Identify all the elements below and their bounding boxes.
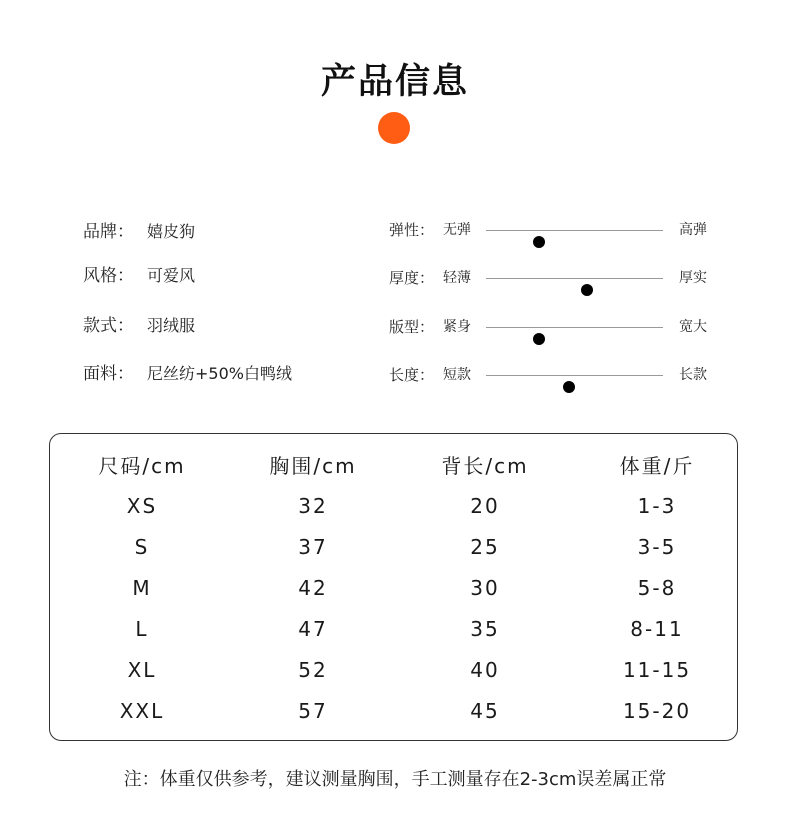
table-header-weight: 体重/斤 xyxy=(619,454,695,478)
slider-min-thickness: 轻薄 xyxy=(443,270,471,286)
table-cell-back-length: 35 xyxy=(470,617,500,641)
table-cell-weight: 15-20 xyxy=(622,699,692,723)
info-value-fabric: 尼丝纺+50%白鸭绒 xyxy=(147,364,292,383)
table-header-chest: 胸围/cm xyxy=(269,454,357,478)
slider-min-length: 短款 xyxy=(443,367,471,383)
slider-max-length: 长款 xyxy=(679,367,707,383)
slider-track-elasticity xyxy=(486,230,663,231)
table-cell-chest: 42 xyxy=(298,576,328,600)
table-header-back-length: 背长/cm xyxy=(441,454,529,478)
slider-row-length xyxy=(389,363,719,387)
slider-label-fit: 版型： xyxy=(389,318,435,336)
info-label-style: 风格： xyxy=(83,266,134,286)
table-cell-weight: 11-15 xyxy=(622,658,692,682)
table-cell-chest: 57 xyxy=(298,699,328,723)
table-cell-back-length: 20 xyxy=(470,494,500,518)
table-cell-weight: 5-8 xyxy=(637,576,677,600)
page-title: 产品信息 xyxy=(320,62,469,102)
table-header-size: 尺码/cm xyxy=(98,454,186,478)
slider-label-length: 长度： xyxy=(389,366,435,384)
table-cell-size: M xyxy=(132,576,152,600)
info-value-style: 可爱风 xyxy=(147,266,196,285)
table-cell-size: L xyxy=(135,617,149,641)
table-cell-chest: 37 xyxy=(298,535,328,559)
table-cell-weight: 1-3 xyxy=(637,494,677,518)
slider-row-elasticity xyxy=(389,218,719,242)
slider-label-thickness: 厚度： xyxy=(389,269,435,287)
table-cell-size: XXL xyxy=(119,699,165,723)
table-cell-chest: 52 xyxy=(298,658,328,682)
table-cell-back-length: 25 xyxy=(470,535,500,559)
table-row xyxy=(50,573,739,603)
table-cell-back-length: 45 xyxy=(470,699,500,723)
measurement-note: 注：体重仅供参考，建议测量胸围，手工测量存在2-3cm误差属正常 xyxy=(123,769,667,790)
slider-knob-thickness xyxy=(581,284,593,296)
table-cell-back-length: 30 xyxy=(470,576,500,600)
table-row xyxy=(50,532,739,562)
accent-dot xyxy=(378,112,410,144)
slider-knob-fit xyxy=(533,333,545,345)
slider-min-fit: 紧身 xyxy=(443,319,471,335)
slider-knob-elasticity xyxy=(533,236,545,248)
table-row xyxy=(50,491,739,521)
info-label-fabric: 面料： xyxy=(83,364,134,384)
slider-track-length xyxy=(486,375,663,376)
slider-track-fit xyxy=(486,327,663,328)
table-cell-chest: 47 xyxy=(298,617,328,641)
slider-min-elasticity: 无弹 xyxy=(443,222,471,238)
info-label-type: 款式： xyxy=(83,316,134,336)
table-cell-weight: 8-11 xyxy=(630,617,684,641)
slider-label-elasticity: 弹性： xyxy=(389,221,435,239)
table-row xyxy=(50,614,739,644)
size-table xyxy=(49,433,738,741)
info-value-type: 羽绒服 xyxy=(147,316,196,335)
table-cell-size: XL xyxy=(127,658,157,682)
slider-row-fit xyxy=(389,315,719,339)
table-cell-weight: 3-5 xyxy=(637,535,677,559)
table-header-row xyxy=(50,451,739,481)
table-row xyxy=(50,696,739,726)
info-value-brand: 嬉皮狗 xyxy=(147,222,196,241)
info-label-brand: 品牌： xyxy=(83,222,134,242)
table-cell-size: XS xyxy=(126,494,158,518)
slider-max-elasticity: 高弹 xyxy=(679,222,707,238)
table-cell-chest: 32 xyxy=(298,494,328,518)
table-cell-size: S xyxy=(134,535,150,559)
slider-row-thickness xyxy=(389,266,719,290)
table-cell-back-length: 40 xyxy=(470,658,500,682)
table-row xyxy=(50,655,739,685)
slider-max-thickness: 厚实 xyxy=(679,270,707,286)
slider-knob-length xyxy=(563,381,575,393)
slider-track-thickness xyxy=(486,278,663,279)
slider-max-fit: 宽大 xyxy=(679,319,707,335)
